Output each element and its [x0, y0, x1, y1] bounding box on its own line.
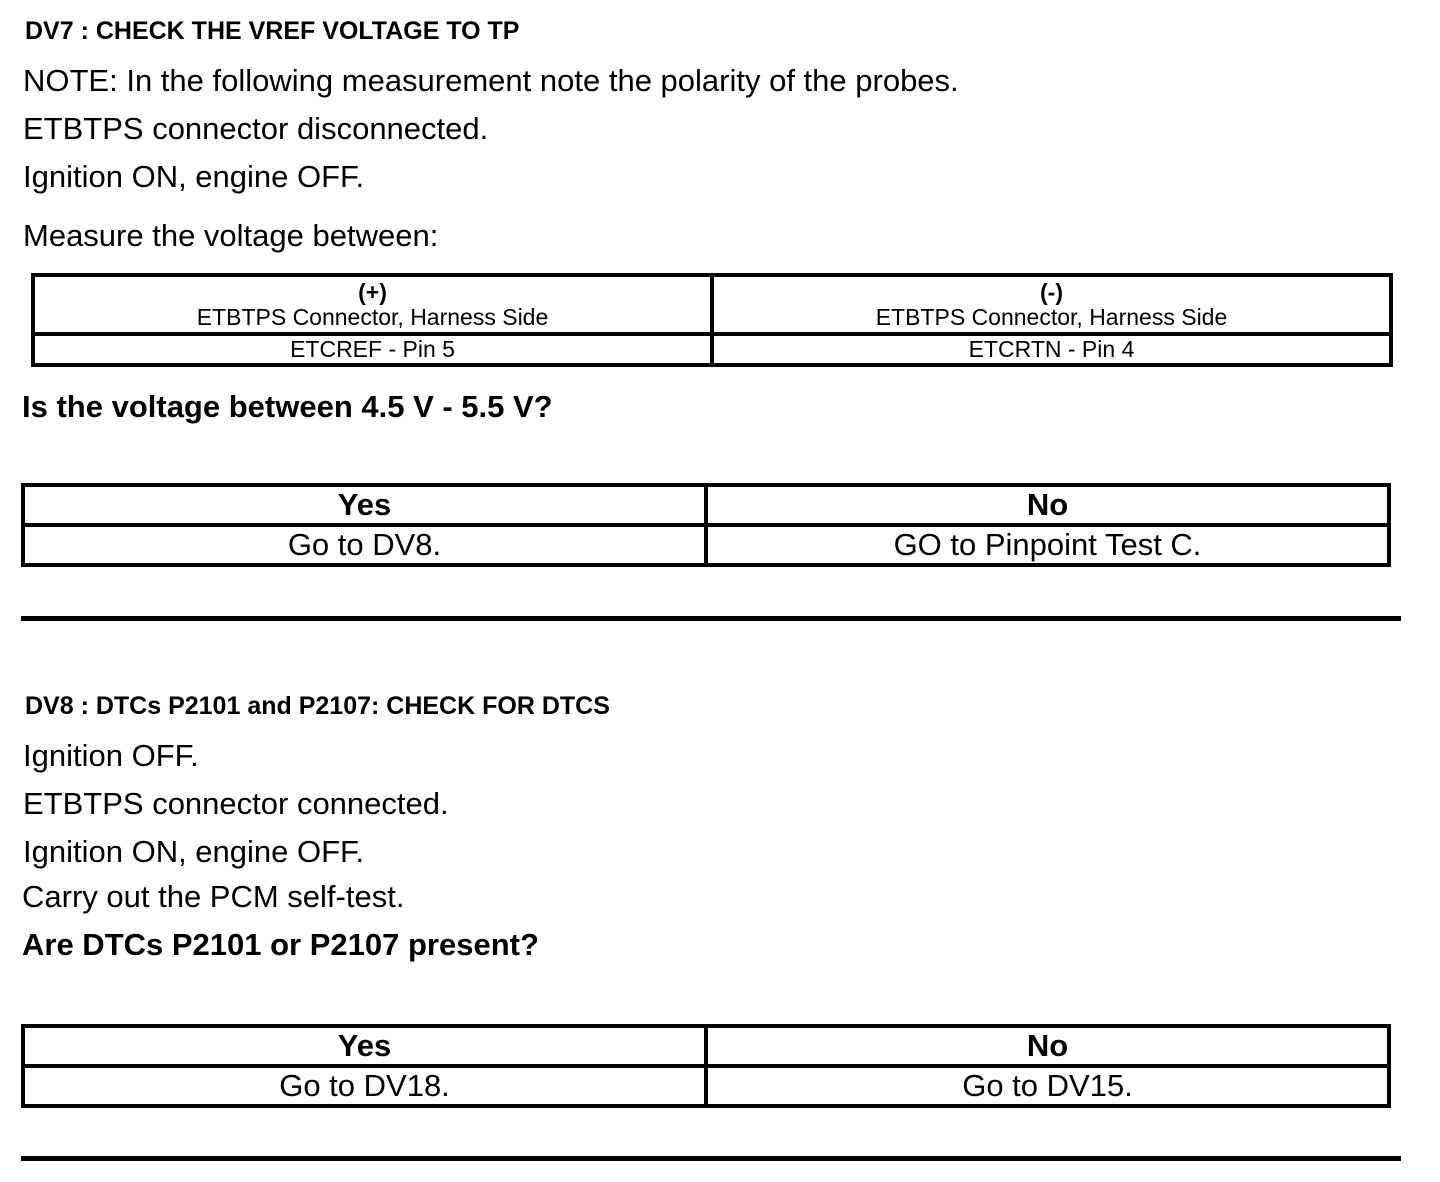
dv7-step-connector: ETBTPS connector disconnected.	[23, 111, 489, 146]
dv7-title: DV7 : CHECK THE VREF VOLTAGE TO TP	[25, 17, 520, 45]
positive-polarity: (+)	[358, 278, 387, 305]
dv8-question: Are DTCs P2101 or P2107 present?	[22, 927, 539, 962]
dv7-no-label: No	[706, 485, 1389, 525]
negative-probe-header	[712, 275, 1391, 334]
dv7-no-action: GO to Pinpoint Test C.	[706, 525, 1389, 565]
dv8-yes-label: Yes	[23, 1026, 706, 1066]
dv8-step-connector: ETBTPS connector connected.	[23, 786, 449, 821]
dv7-question: Is the voltage between 4.5 V - 5.5 V?	[22, 389, 553, 424]
negative-polarity: (-)	[1040, 278, 1063, 305]
dv8-no-action: Go to DV15.	[706, 1066, 1389, 1106]
dv8-step-ignition-off: Ignition OFF.	[23, 738, 199, 773]
section-divider-bottom	[21, 1156, 1401, 1161]
section-divider	[21, 616, 1401, 621]
dv8-step-ignition-on: Ignition ON, engine OFF.	[23, 834, 365, 869]
dv7-yes-label: Yes	[23, 485, 706, 525]
positive-probe-header	[33, 275, 712, 334]
dv8-step-self-test: Carry out the PCM self-test.	[22, 879, 405, 914]
negative-pin: ETCRTN - Pin 4	[712, 334, 1391, 365]
dv7-yes-action: Go to DV8.	[23, 525, 706, 565]
positive-location: ETBTPS Connector, Harness Side	[196, 303, 549, 330]
dv8-answer-table	[21, 1024, 1391, 1108]
dv8-yes-action: Go to DV18.	[23, 1066, 706, 1106]
dv7-step-measure: Measure the voltage between:	[23, 218, 439, 253]
dv7-note: NOTE: In the following measurement note the polarity of the probes.	[23, 63, 959, 98]
dv7-step-ignition: Ignition ON, engine OFF.	[23, 159, 365, 194]
negative-location: ETBTPS Connector, Harness Side	[875, 303, 1228, 330]
dv8-title: DV8 : DTCs P2101 and P2107: CHECK FOR DTCS	[25, 692, 610, 720]
dv8-no-label: No	[706, 1026, 1389, 1066]
positive-pin: ETCREF - Pin 5	[33, 334, 712, 365]
dv7-answer-table	[21, 483, 1391, 567]
measurement-table	[31, 273, 1393, 367]
